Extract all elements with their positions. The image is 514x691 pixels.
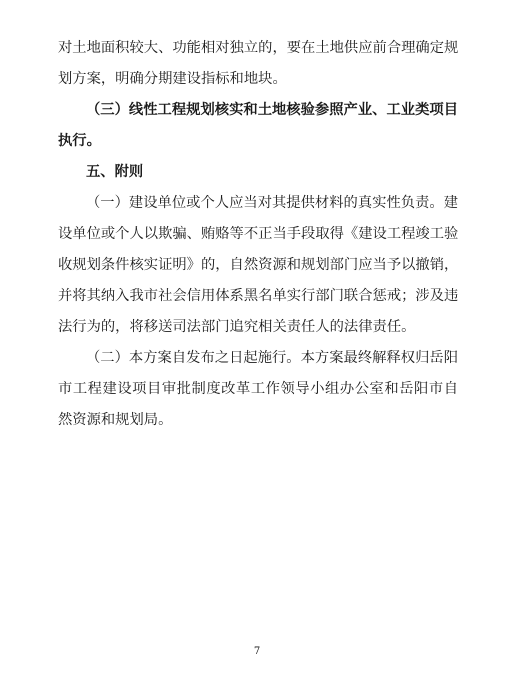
body-text-line: 划方案，明确分期建设指标和地块。 — [58, 71, 287, 87]
section-heading-line: （三）线性工程规划核实和土地核验参照产业、工业类项目 — [86, 102, 458, 118]
body-text-line: 然资源和规划局。 — [58, 412, 173, 428]
body-text-line: 法行为的，将移送司法部门追究相关责任人的法律责任。 — [58, 319, 416, 335]
page-number: 7 — [253, 646, 261, 657]
body-text-line: （一）建设单位或个人应当对其提供材料的真实性负责。建 — [86, 195, 458, 211]
body-text-line: 收规划条件核实证明》的，自然资源和规划部门应当予以撤销， — [58, 257, 459, 273]
body-text-line: 对土地面积较大、功能相对独立的，要在土地供应前合理确定规 — [58, 40, 459, 56]
body-text-line: 设单位或个人以欺骗、贿赂等不正当手段取得《建设工程竣工验 — [58, 226, 459, 242]
body-text-line: （二）本方案自发布之日起施行。本方案最终解释权归岳阳 — [86, 350, 458, 366]
section-heading-line: 执行。 — [58, 133, 101, 149]
body-text-line: 市工程建设项目审批制度改革工作领导小组办公室和岳阳市自 — [58, 381, 458, 397]
section-title: 五、附则 — [86, 164, 144, 180]
body-text-line: 并将其纳入我市社会信用体系黑名单实行部门联合惩戒；涉及违 — [58, 288, 459, 304]
